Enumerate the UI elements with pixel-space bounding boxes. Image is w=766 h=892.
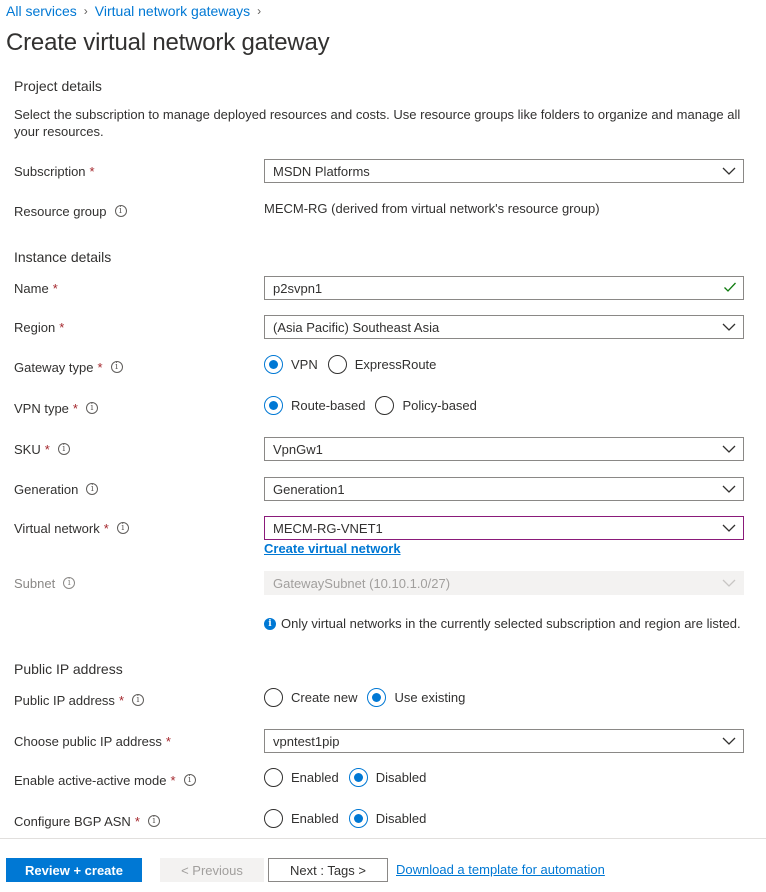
gateway-type-vpn[interactable]: VPN (264, 355, 318, 374)
gateway-type-radio-group (264, 354, 446, 374)
chevron-right-icon: › (83, 4, 88, 18)
bgp-asn-radio-group (264, 808, 436, 828)
checkmark-icon (723, 280, 737, 294)
region-dropdown[interactable]: (Asia Pacific) Southeast Asia (264, 315, 744, 339)
previous-button[interactable]: < Previous (160, 858, 264, 882)
review-create-button[interactable]: Review + create (6, 858, 142, 882)
vnet-notice: i Only virtual networks in the currently selected subscription and region are listed. (264, 616, 741, 631)
vpn-type-route-based[interactable]: Route-based (264, 396, 365, 415)
info-icon[interactable]: i (63, 577, 75, 589)
breadcrumb-virtual-network-gateways[interactable]: Virtual network gateways (94, 3, 251, 19)
active-active-radio-group (264, 767, 436, 787)
bgp-asn-label: Configure BGP ASN * i (14, 811, 160, 831)
chevron-down-icon (722, 164, 736, 178)
generation-dropdown[interactable]: Generation1 (264, 477, 744, 501)
info-icon[interactable]: i (58, 443, 70, 455)
project-description: Select the subscription to manage deployed resources and costs. Use resource groups like folders to organize and manage all your resources. (14, 107, 741, 139)
info-icon[interactable]: i (184, 774, 196, 786)
radio-button[interactable] (264, 809, 283, 828)
chevron-down-icon (722, 320, 736, 334)
resource-group-label: Resource group i (14, 201, 127, 221)
radio-button[interactable] (264, 396, 283, 415)
choose-public-ip-dropdown[interactable]: vpntest1pip (264, 729, 744, 753)
resource-group-value: MECM-RG (derived from virtual network's resource group) (264, 201, 600, 216)
download-template-link[interactable]: Download a template for automation (396, 862, 605, 877)
project-details-heading: Project details (14, 78, 102, 94)
info-icon[interactable]: i (86, 483, 98, 495)
sku-dropdown[interactable]: VpnGw1 (264, 437, 744, 461)
sku-label: SKU * i (14, 439, 70, 459)
info-icon[interactable]: i (86, 402, 98, 414)
radio-button[interactable] (264, 768, 283, 787)
create-virtual-network-link[interactable]: Create virtual network (264, 541, 401, 556)
breadcrumb (6, 2, 268, 20)
info-filled-icon: i (264, 618, 276, 630)
public-ip-use-existing[interactable]: Use existing (367, 688, 465, 707)
public-ip-radio-group (264, 687, 475, 707)
chevron-down-icon (722, 521, 736, 535)
radio-button[interactable] (349, 768, 368, 787)
chevron-down-icon (722, 734, 736, 748)
public-ip-label: Public IP address * i (14, 690, 144, 710)
active-active-disabled[interactable]: Disabled (349, 768, 427, 787)
bgp-asn-disabled[interactable]: Disabled (349, 809, 427, 828)
vpn-type-policy-based[interactable]: Policy-based (375, 396, 476, 415)
info-icon[interactable]: i (117, 522, 129, 534)
info-icon[interactable]: i (111, 361, 123, 373)
page-title: Create virtual network gateway (6, 29, 330, 56)
public-ip-create-new[interactable]: Create new (264, 688, 357, 707)
radio-button[interactable] (328, 355, 347, 374)
subscription-dropdown[interactable]: MSDN Platforms (264, 159, 744, 183)
virtual-network-label: Virtual network * i (14, 518, 129, 538)
vpn-type-radio-group (264, 395, 487, 415)
subnet-dropdown: GatewaySubnet (10.10.1.0/27) (264, 571, 744, 595)
chevron-down-icon (722, 482, 736, 496)
breadcrumb-all-services[interactable]: All services (6, 3, 77, 19)
active-active-enabled[interactable]: Enabled (264, 768, 339, 787)
footer-divider (0, 838, 766, 839)
info-icon[interactable]: i (148, 815, 160, 827)
vpn-type-label: VPN type * i (14, 398, 98, 418)
choose-public-ip-label: Choose public IP address * (14, 733, 171, 749)
generation-label: Generation i (14, 479, 98, 499)
name-label: Name * (14, 280, 58, 296)
virtual-network-dropdown[interactable]: MECM-RG-VNET1 (264, 516, 744, 540)
radio-button[interactable] (375, 396, 394, 415)
chevron-down-icon (722, 576, 736, 590)
region-label: Region * (14, 319, 65, 335)
public-ip-heading: Public IP address (14, 661, 123, 677)
info-icon[interactable]: i (115, 205, 127, 217)
radio-button[interactable] (367, 688, 386, 707)
name-input[interactable]: p2svpn1 (264, 276, 744, 300)
radio-button[interactable] (264, 355, 283, 374)
bgp-asn-enabled[interactable]: Enabled (264, 809, 339, 828)
radio-button[interactable] (349, 809, 368, 828)
info-icon[interactable]: i (132, 694, 144, 706)
chevron-down-icon (722, 442, 736, 456)
subscription-label: Subscription * (14, 163, 95, 179)
instance-details-heading: Instance details (14, 249, 112, 265)
chevron-right-icon: › (257, 4, 262, 18)
subnet-label: Subnet i (14, 573, 75, 593)
active-active-label: Enable active-active mode * i (14, 770, 196, 790)
radio-button[interactable] (264, 688, 283, 707)
next-tags-button[interactable]: Next : Tags > (268, 858, 388, 882)
gateway-type-label: Gateway type * i (14, 357, 123, 377)
gateway-type-expressroute[interactable]: ExpressRoute (328, 355, 437, 374)
